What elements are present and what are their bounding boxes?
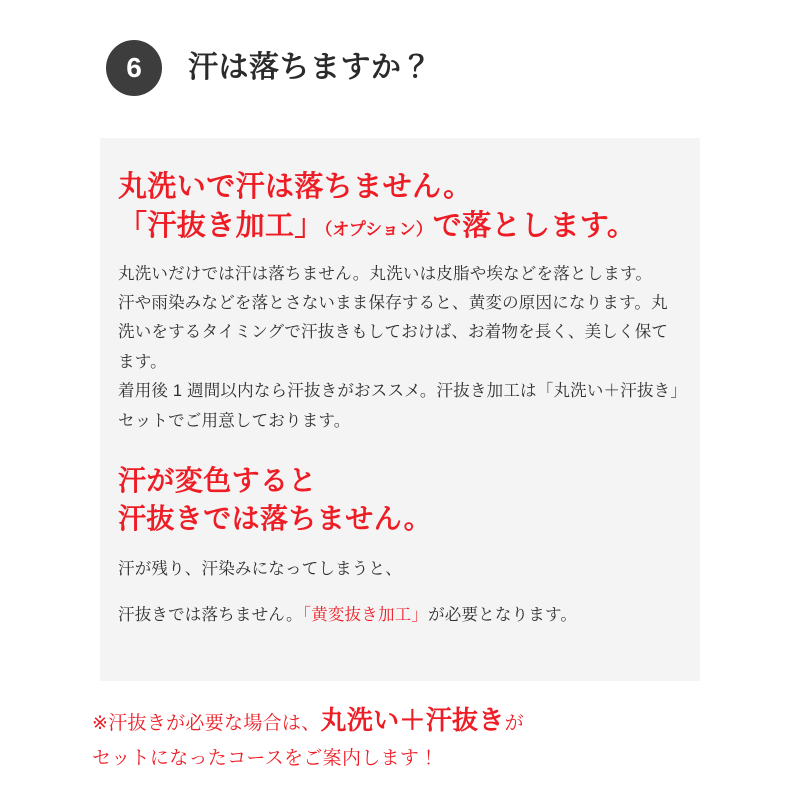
answer-paragraph-1: 丸洗いだけでは汗は落ちません。丸洗いは皮脂や埃などを落とします。 [118,264,653,283]
answer-headline-line2-part1: 「汗抜き加工」 [118,209,324,242]
answer-subheadline-line2: 汗抜きでは落ちません。 [118,502,433,534]
answer-subheadline-line1: 汗が変色すると [118,464,317,496]
footer-note-line1 [92,700,732,742]
question-number-badge: 6 [106,40,162,96]
footer-note-emphasis: 丸洗い＋汗抜き [320,705,505,735]
answer-closing-line2 [118,601,682,631]
answer-headline [118,168,682,246]
answer-closing-highlight: 「黄変抜き加工」 [302,605,429,624]
answer-closing-line2-part1: 汗抜きでは落ちません。 [118,605,303,624]
answer-headline-line2-part2: で落とします。 [432,209,637,242]
answer-closing [118,555,682,631]
footer-note-part1: ※汗抜きが必要な場合は、 [92,713,321,734]
answer-subheadline [118,462,682,538]
answer-closing-line1: 汗が残り、汗染みになってしまうと、 [118,559,402,578]
answer-paragraph-3: 着用後 1 週間以内なら汗抜きがおススメ。汗抜き加工は「丸洗い＋汗抜き」セットでご用意しております。 [118,382,679,430]
answer-panel-inner [100,168,700,630]
page-title: 汗は落ちますか？ [188,51,432,84]
answer-headline-line2 [118,207,682,246]
answer-panel [100,138,700,681]
answer-headline-option: （オプション） [323,219,433,239]
footer-note [92,700,732,774]
answer-headline-line1: 丸洗いで汗は落ちません。 [118,171,473,203]
footer-note-part2: が [504,713,524,734]
footer-note-line2: セットになったコースをご案内します！ [92,747,439,769]
answer-closing-line2-part2: が必要となります。 [428,605,578,624]
question-header [0,0,800,96]
answer-paragraph-2: 汗や雨染みなどを落とさないまま保存すると、黄変の原因になります。丸洗いをするタイミングで汗抜きもしておけば、お着物を長く、美しく保てます。 [118,294,669,371]
answer-body [118,260,682,436]
